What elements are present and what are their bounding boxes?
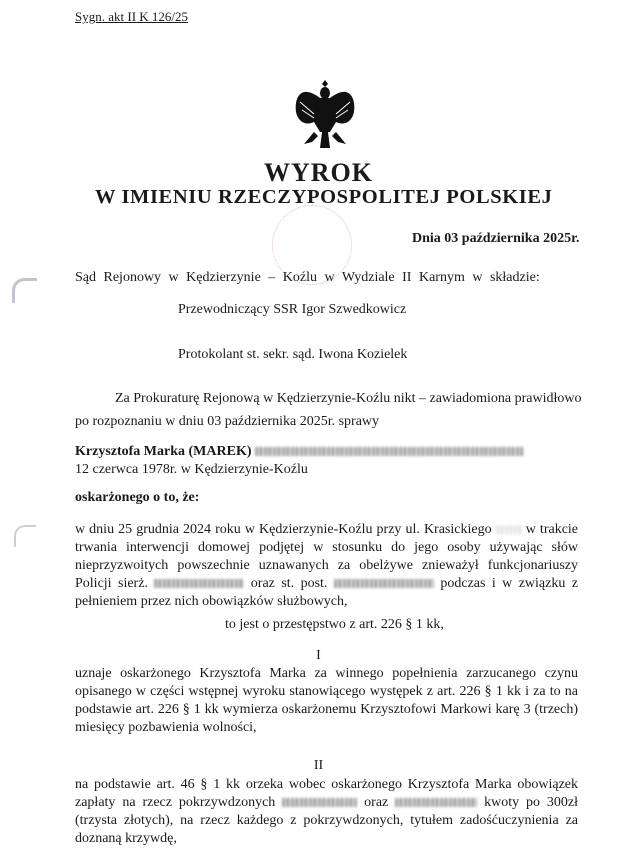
redacted-text: [255, 447, 523, 456]
charge-part-4: podczas i w związku z pełnieniem przez nich obowiązków służbowych,: [75, 576, 578, 609]
defendant-block: [75, 443, 523, 479]
polish-eagle-emblem: [292, 76, 358, 152]
section-2-text: [75, 776, 578, 848]
section-numeral-1: I: [316, 648, 321, 663]
redacted-text: [154, 579, 244, 588]
charge-part-1: w dniu 25 grudnia 2024 roku w Kędzierzynie-Koźlu przy ul. Krasickiego: [75, 522, 492, 537]
defendant-birth: 12 czerwca 1978r. w Kędzierzynie-Koźlu: [75, 462, 308, 477]
punch-hole-mark: [14, 525, 36, 547]
redacted-text: [395, 798, 477, 807]
document-subtitle: W IMIENIU RZECZYPOSPOLITEJ POLSKIEJ: [95, 186, 553, 208]
hearing-line: po rozpoznaniu w dniu 03 października 2025r. sprawy: [75, 414, 380, 429]
punch-hole-mark: [12, 278, 37, 303]
section-2-part-c: kwoty po 300zł (trzysta złotych), na rzecz każdego z pokrzywdzonych, tytułem zadośćuczynienia za doznaną krzywdę,: [75, 795, 579, 846]
defendant-name: Krzysztofa Marka (MAREK): [75, 444, 252, 459]
court-clerk: Protokolant st. sekr. sąd. Iwona Kozielek: [178, 347, 408, 362]
section-2-part-a: na podstawie art. 46 § 1 kk orzeka wobec oskarżonego Krzysztofa Marka obowiązek zapłaty na rzecz pokrzywdzonych: [75, 777, 578, 810]
court-composition: Sąd Rejonowy w Kędzierzynie – Koźlu w Wydziale II Karnym w składzie:: [75, 270, 540, 285]
presiding-judge: Przewodniczący SSR Igor Szwedkowicz: [178, 302, 407, 317]
redacted-text: [334, 579, 434, 588]
charge-part-3: oraz st. post.: [250, 576, 328, 591]
charged-heading: oskarżonego o to, że:: [75, 490, 200, 505]
redacted-text: [496, 525, 522, 534]
document-title: WYROK: [264, 158, 373, 187]
section-1-text: uznaje oskarżonego Krzysztofa Marka za winnego popełnienia zarzucanego czynu opisanego w części wstępnej wyroku stanowiącego występek z art. 226 § 1 kk i za to na podstawie art. 226 § 1 kk wymierza oskarżonemu Krzysztofowi Markowi karę 3 (trzech) miesięcy pozbawienia wolności,: [75, 666, 578, 735]
case-number: Sygn. akt II K 126/25: [75, 9, 189, 24]
prosecutor-line: Za Prokuraturę Rejonową w Kędzierzynie-Koźlu nikt – zawiadomiona prawidłowo: [115, 391, 582, 406]
judgment-date: Dnia 03 października 2025r.: [412, 231, 580, 246]
redacted-text: [282, 798, 357, 807]
charge-part-2: w trakcie trwania interwencji domowej podjętej w stosunku do jego osoby używając słów nieprzyzwoitych powszechnie uznawanych za obelżywe znieważył funkcjonariuszy Policji sierż.: [75, 522, 579, 591]
section-numeral-2: II: [313, 758, 324, 773]
offense-qualification: to jest o przestępstwo z art. 226 § 1 kk,: [225, 617, 444, 632]
section-2-part-b: oraz: [364, 795, 389, 810]
charge-description: [75, 521, 578, 611]
